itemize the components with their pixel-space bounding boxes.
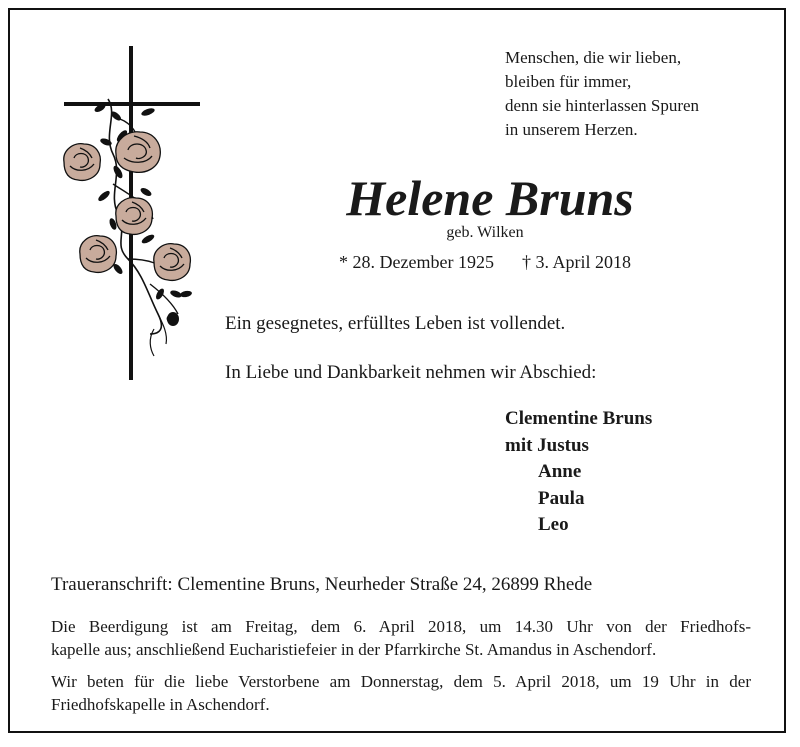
cross-with-roses-icon [58, 44, 208, 384]
mourners-list [505, 406, 652, 539]
message-line: Ein gesegnetes, erfülltes Leben ist vollendet. [225, 313, 566, 334]
funeral-line: kapelle aus; anschließend Eucharistiefeier in der Pfarrkirche St. Amandus in Aschendorf. [51, 640, 657, 659]
death-date: † 3. April 2018 [521, 252, 631, 272]
deceased-name: Helene Bruns [346, 170, 634, 226]
poem [505, 46, 699, 142]
funeral-line: Die Beerdigung ist am Freitag, dem 6. April 2018, um 14.30 Uhr von der Friedhofs- [51, 617, 751, 636]
prayer-line: Friedhofskapelle in Aschendorf. [51, 695, 270, 714]
funeral-notice [51, 615, 751, 661]
mourner-child: Anne [538, 461, 582, 482]
mourner-main: Clementine Bruns [505, 408, 653, 429]
birth-name: geb. Wilken [446, 224, 524, 241]
poem-line: bleiben für immer, [505, 72, 632, 91]
mourning-address: Traueranschrift: Clementine Bruns, Neurheder Straße 24, 26899 Rhede [51, 574, 593, 595]
mourner-child: Paula [538, 487, 585, 509]
prayer-notice [51, 670, 751, 716]
mourner-child: Leo [538, 514, 569, 535]
prayer-line: Wir beten für die liebe Verstorbene am Donnerstag, dem 5. April 2018, um 19 Uhr in der [51, 672, 751, 691]
poem-line: denn sie hinterlassen Spuren [505, 96, 700, 115]
life-dates [300, 252, 670, 273]
poem-line: in unserem Herzen. [505, 120, 638, 139]
message-line: In Liebe und Dankbarkeit nehmen wir Abschied: [225, 362, 597, 383]
birth-date: * 28. Dezember 1925 [339, 252, 494, 272]
mourner-with: mit Justus [505, 434, 589, 456]
poem-line: Menschen, die wir lieben, [505, 48, 682, 67]
